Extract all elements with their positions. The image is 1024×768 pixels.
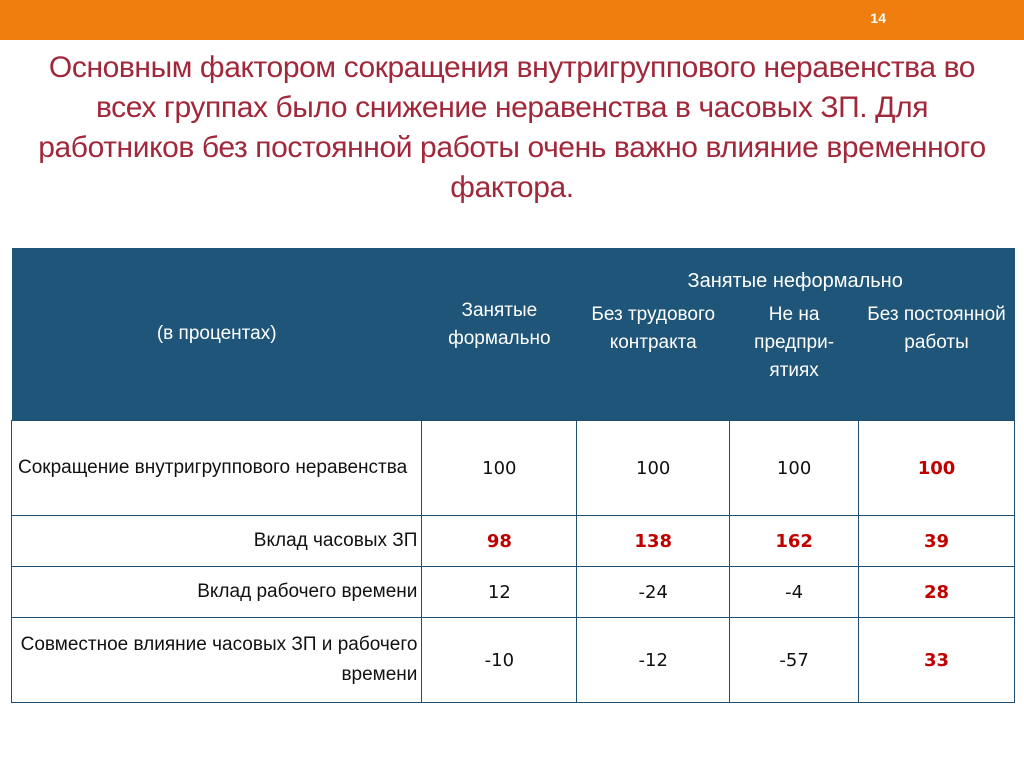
informal-group-label: Занятые неформально — [687, 270, 903, 292]
col-header-formal: Занятые формально — [422, 297, 577, 421]
cell-value-highlight: 98 — [422, 516, 577, 567]
cell-value-highlight: 100 — [859, 421, 1015, 516]
row-label: Совместное влияние часовых ЗП и рабочего времени — [12, 618, 422, 703]
cell-value-highlight: 39 — [859, 516, 1015, 567]
cell-value: -57 — [730, 618, 859, 703]
col-header-no-contract: Без трудового контракта — [577, 297, 730, 421]
cell-value: -4 — [730, 567, 859, 618]
col-header-not-enterprise: Не на предпри-ятиях — [730, 297, 859, 421]
col-header-no-permanent-job: Без постоянной работы — [859, 297, 1015, 421]
row-label: Вклад часовых ЗП — [12, 516, 422, 567]
table-row — [12, 516, 1015, 567]
table-row — [12, 567, 1015, 618]
results-table — [11, 248, 1015, 703]
cell-value: 100 — [577, 421, 730, 516]
cell-value: 100 — [422, 421, 577, 516]
slide-title: Основным фактором сокращения внутригруппового неравенства во всех группах было снижение неравенства в часовых ЗП. Для работников без постоянной работы очень важно влияние временного фактора. — [38, 51, 986, 204]
cell-value: -24 — [577, 567, 730, 618]
cell-value-highlight: 138 — [577, 516, 730, 567]
cell-value: -10 — [422, 618, 577, 703]
row-label: Вклад рабочего времени — [12, 567, 422, 618]
table-row — [12, 618, 1015, 703]
row-label: Сокращение внутригруппового неравенства — [12, 421, 422, 516]
slide-number: 14 — [870, 10, 886, 26]
cell-value: 12 — [422, 567, 577, 618]
informal-group-header — [422, 248, 1015, 297]
top-accent-bar — [0, 0, 1024, 40]
cell-value-highlight: 28 — [859, 567, 1015, 618]
unit-label-header: (в процентах) — [12, 248, 422, 421]
cell-value: -12 — [577, 618, 730, 703]
cell-value-highlight: 33 — [859, 618, 1015, 703]
table-row — [12, 421, 1015, 516]
cell-value: 100 — [730, 421, 859, 516]
cell-value-highlight: 162 — [730, 516, 859, 567]
